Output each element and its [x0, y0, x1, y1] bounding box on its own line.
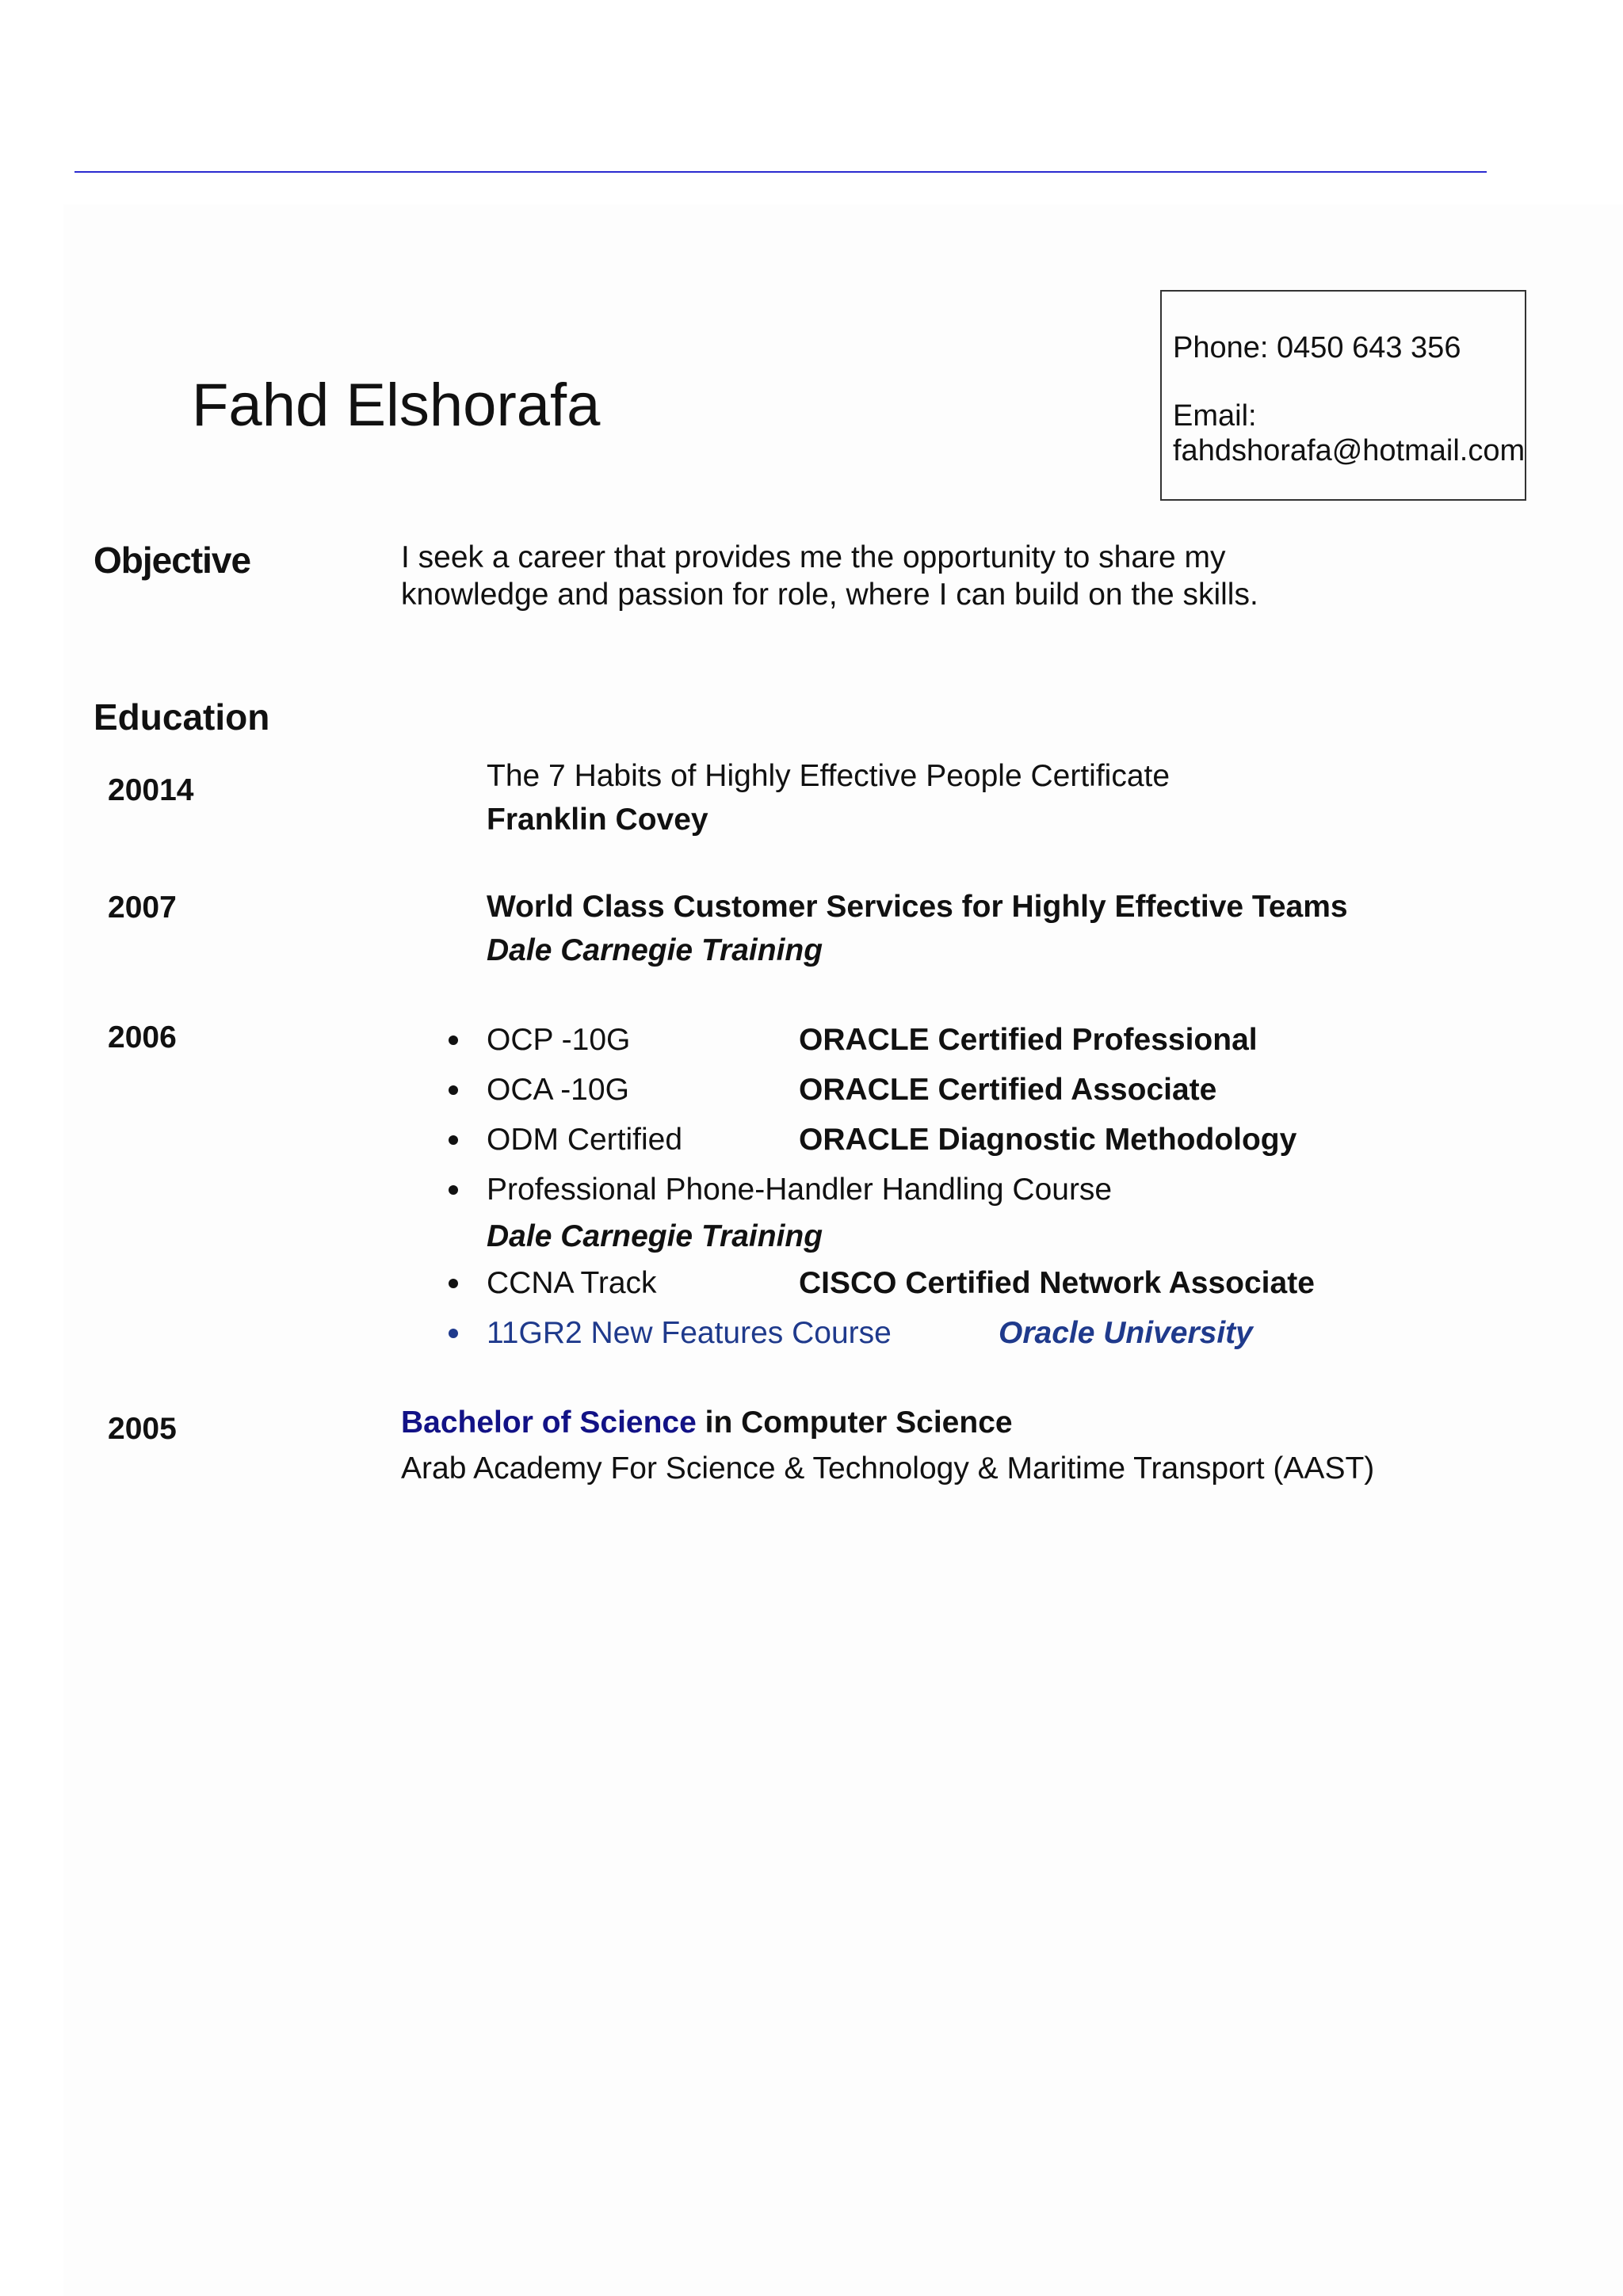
candidate-name: Fahd Elshorafa	[192, 372, 601, 439]
cert-oca-desc: ORACLE Certified Associate	[799, 1073, 1217, 1107]
email-label: Email:	[1173, 399, 1257, 433]
objective-line-2: knowledge and passion for role, where I can build on the skills.	[401, 578, 1258, 612]
degree-field: in Computer Science	[696, 1405, 1013, 1440]
contact-box	[1160, 290, 1526, 501]
top-rule	[74, 171, 1487, 173]
course-11gr2-name: 11GR2 New Features Course	[487, 1316, 892, 1350]
bullet	[449, 1035, 458, 1045]
cert-ocp-desc: ORACLE Certified Professional	[799, 1023, 1258, 1057]
cert-ccna-desc: CISCO Certified Network Associate	[799, 1266, 1315, 1300]
objective-line-1: I seek a career that provides me the opportunity to share my	[401, 540, 1226, 574]
dale-carnegie-2006: Dale Carnegie Training	[487, 1219, 823, 1253]
bullet	[449, 1085, 458, 1095]
phone-handler-course: Professional Phone-Handler Handling Course	[487, 1173, 1113, 1207]
phone-text: Phone: 0450 643 356	[1173, 331, 1461, 364]
year-2006: 2006	[108, 1020, 177, 1055]
cert-odm-name: ODM Certified	[487, 1123, 683, 1157]
degree-name: Bachelor of Science	[401, 1405, 697, 1440]
email-link[interactable]: fahdshorafa@hotmail.com	[1173, 434, 1526, 467]
bullet	[449, 1185, 458, 1195]
cert-oca-name: OCA -10G	[487, 1073, 629, 1107]
page-sheet	[63, 204, 1623, 2296]
franklin-covey: Franklin Covey	[487, 803, 708, 837]
cert-ccna-name: CCNA Track	[487, 1266, 657, 1300]
habits-certificate: The 7 Habits of Highly Effective People Certificate	[487, 759, 1170, 793]
cert-odm-desc: ORACLE Diagnostic Methodology	[799, 1123, 1297, 1157]
year-2007: 2007	[108, 891, 177, 925]
aast-institution: Arab Academy For Science & Technology & Maritime Transport (AAST)	[401, 1451, 1375, 1486]
objective-heading: Objective	[94, 540, 251, 581]
education-heading: Education	[94, 696, 270, 738]
dale-carnegie-2007: Dale Carnegie Training	[487, 933, 823, 967]
year-2014: 20014	[108, 773, 194, 807]
bullet	[449, 1279, 458, 1288]
degree-line	[401, 1404, 1013, 1442]
bullet	[449, 1135, 458, 1145]
customer-services-course: World Class Customer Services for Highly Effective Teams	[487, 890, 1348, 924]
cert-ocp-name: OCP -10G	[487, 1023, 631, 1057]
oracle-university: Oracle University	[999, 1316, 1253, 1350]
year-2005: 2005	[108, 1412, 177, 1446]
bullet	[449, 1329, 458, 1338]
